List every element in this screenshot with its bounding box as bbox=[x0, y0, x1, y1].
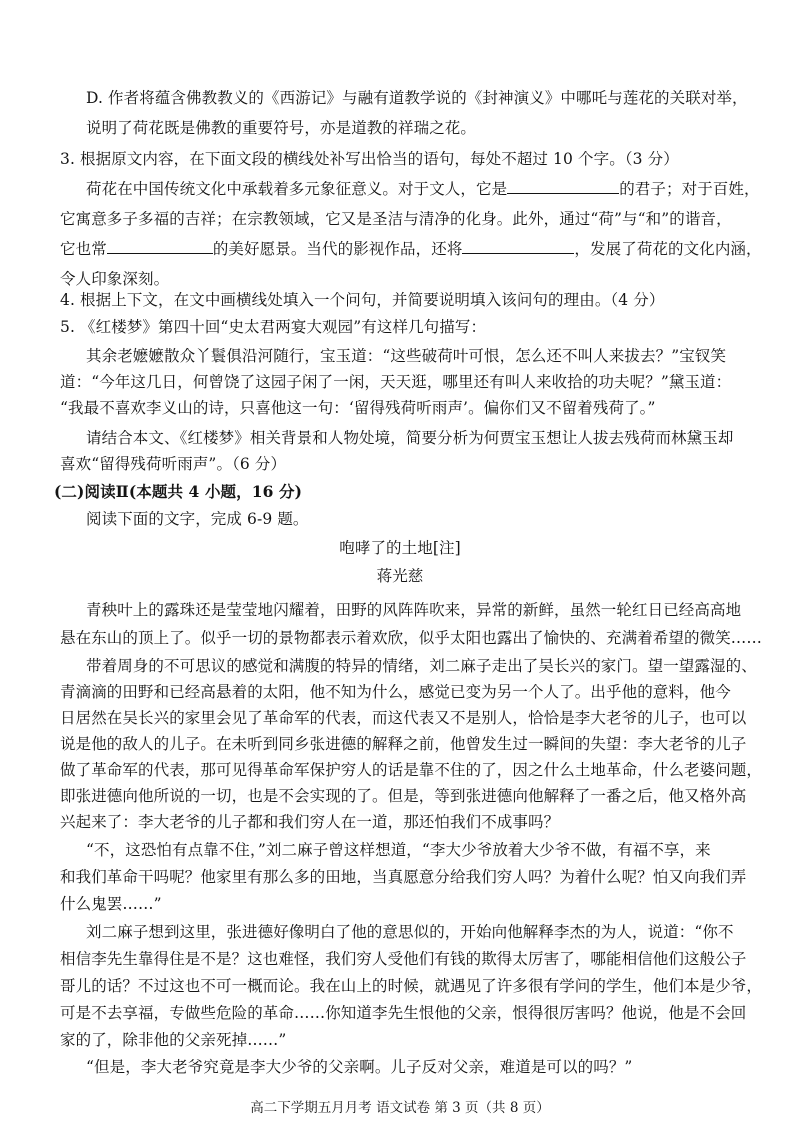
q3-text: 的君子；对于百姓， bbox=[619, 180, 760, 198]
q5-quote-line-1: 其余老嬷嬷散众丫鬟俱沿河随行，宝玉道：“这些破荷叶可恨，怎么还不叫人来拔去？”宝钗笑 bbox=[86, 347, 727, 365]
page-footer: 高二下学期五月月考 语文试卷 第 3 页（共 8 页） bbox=[250, 1100, 550, 1116]
story-line: 青秧叶上的露珠还是莹莹地闪耀着，田野的风阵阵吹来，异常的新鲜，虽然一轮红日已经高高地 bbox=[86, 601, 742, 619]
option-d-line-1: D. 作者将蕴含佛教教义的《西游记》与融有道教学说的《封神演义》中哪吒与莲花的关联对举， bbox=[86, 89, 748, 107]
story-line-last: “但是，李大老爷究竟是李大少爷的父亲啊。儿子反对父亲，难道是可以的吗？” bbox=[86, 1058, 633, 1076]
option-d-line-2: 说明了荷花既是佛教的重要符号，亦是道教的祥瑞之花。 bbox=[86, 119, 477, 137]
story-line: 和我们革命干吗呢？他家里有那么多的田地，当真愿意分给我们穷人吗？为着什么呢？怕又向我们弄 bbox=[60, 868, 747, 886]
story-line: 刘二麻子想到这里，张进德好像明白了他的意思似的，开始向他解释李杰的为人，说道：“你不 bbox=[86, 923, 734, 941]
q5-ask-line-2: 喜欢“留得残荷听雨声”。（6 分） bbox=[60, 455, 287, 473]
q3-text: ，发展了荷花的文化内涵， bbox=[574, 240, 762, 258]
story-line: 家的了，除非他的父亲死掉……” bbox=[60, 1031, 287, 1049]
story-line: 说是他的敌人的儿子。在未听到同乡张进德的解释之前，他曾发生过一瞬间的失望：李大老爷的儿子 bbox=[60, 735, 747, 753]
q3-text: 它也常 bbox=[60, 240, 107, 258]
question-5-prompt: 5. 《红楼梦》第四十回“史太君两宴大观园”有这样几句描写： bbox=[60, 318, 487, 336]
story-line: 兴起来了：李大老爷的儿子都和我们穷人在一道，那还怕我们不成事吗？ bbox=[60, 813, 560, 831]
section-heading: (二)阅读Ⅱ(本题共 4 小题，16 分) bbox=[54, 482, 303, 501]
story-line: 带着周身的不可思议的感觉和满腹的特异的情绪，刘二麻子走出了吴长兴的家门。望一望露湿的、 bbox=[86, 657, 757, 675]
q5-quote-line-2: 道：“今年这几日，何曾饶了这园子闲了一闲，天天逛，哪里还有叫人来收拾的功夫呢？”黛玉道： bbox=[60, 373, 732, 391]
q3-paragraph-line-1 bbox=[86, 179, 760, 199]
story-line: 哥儿的话？不过这也不可一概而论。我在山上的时候，就遇见了许多很有学问的学生，他们本是少爷， bbox=[60, 977, 763, 995]
story-line: 可是不去享福，专做些危险的革命……你知道李先生恨他的父亲，恨得很厉害吗？他说，他是不会回 bbox=[60, 1004, 747, 1022]
q3-text: 荷花在中国传统文化中承载着多元象征意义。对于文人，它是 bbox=[86, 180, 508, 198]
q3-paragraph-line-3 bbox=[60, 239, 762, 259]
story-author: 蒋光慈 bbox=[376, 567, 424, 585]
story-title: 咆哮了的土地[注] bbox=[339, 539, 461, 557]
story-line: 做了革命军的代表，那可见得革命军保护穷人的话是靠不住的了，因之什么土地革命，什么老婆问题， bbox=[60, 761, 763, 779]
q5-ask-line-1: 请结合本文、《红楼梦》相关背景和人物处境，简要分析为何贾宝玉想让人拔去残荷而林黛玉却 bbox=[86, 429, 734, 447]
fill-blank-3[interactable] bbox=[462, 239, 574, 254]
story-line: 青滴滴的田野和已经高悬着的太阳，他不知为什么，感觉已变为另一个人了。出乎他的意料，他今 bbox=[60, 683, 731, 701]
q5-quote-line-3: “我最不喜欢李义山的诗，只喜他这一句：‘留得残荷听雨声’。偏你们又不留着残荷了。” bbox=[60, 399, 656, 417]
story-line: 相信李先生靠得住是不是？这也难怪，我们穷人受他们有钱的欺得太厉害了，哪能相信他们这般公子 bbox=[60, 950, 747, 968]
story-line: 悬在东山的顶上了。似乎一切的景物都表示着欢欣，似乎太阳也露出了愉快的、充满着希望的微笑…… bbox=[60, 629, 763, 647]
q3-paragraph-line-4: 令人印象深刻。 bbox=[60, 270, 170, 288]
fill-blank-1[interactable] bbox=[507, 179, 619, 194]
question-3-prompt: 3. 根据原文内容，在下面文段的横线处补写出恰当的语句，每处不超过 10 个字。（3 分） bbox=[60, 150, 679, 168]
story-line: 什么鬼罢……” bbox=[60, 895, 162, 913]
story-line: 即张进德向他所说的一切，也是不会实现的了。但是，等到张进德向他解释了一番之后，他又格外高 bbox=[60, 787, 747, 805]
fill-blank-2[interactable] bbox=[107, 239, 213, 254]
story-line: 日居然在吴长兴的家里会见了革命军的代表，而这代表又不是别人，恰恰是李大老爷的儿子，也可以 bbox=[60, 709, 747, 727]
q3-text: 的美好愿景。当代的影视作品，还将 bbox=[212, 240, 463, 258]
q3-paragraph-line-2: 它寓意多子多福的吉祥；在宗教领域，它又是圣洁与清净的化身。此外，通过“荷”与“和”的谐音， bbox=[60, 210, 732, 228]
reading-instruction: 阅读下面的文字，完成 6-9 题。 bbox=[86, 510, 309, 528]
question-4-prompt: 4. 根据上下文，在文中画横线处填入一个问句，并简要说明填入该问句的理由。（4 分） bbox=[60, 291, 665, 309]
story-line: “不，这恐怕有点靠不住，”刘二麻子曾这样想道，“李大少爷放着大少爷不做，有福不享，来 bbox=[86, 841, 711, 859]
